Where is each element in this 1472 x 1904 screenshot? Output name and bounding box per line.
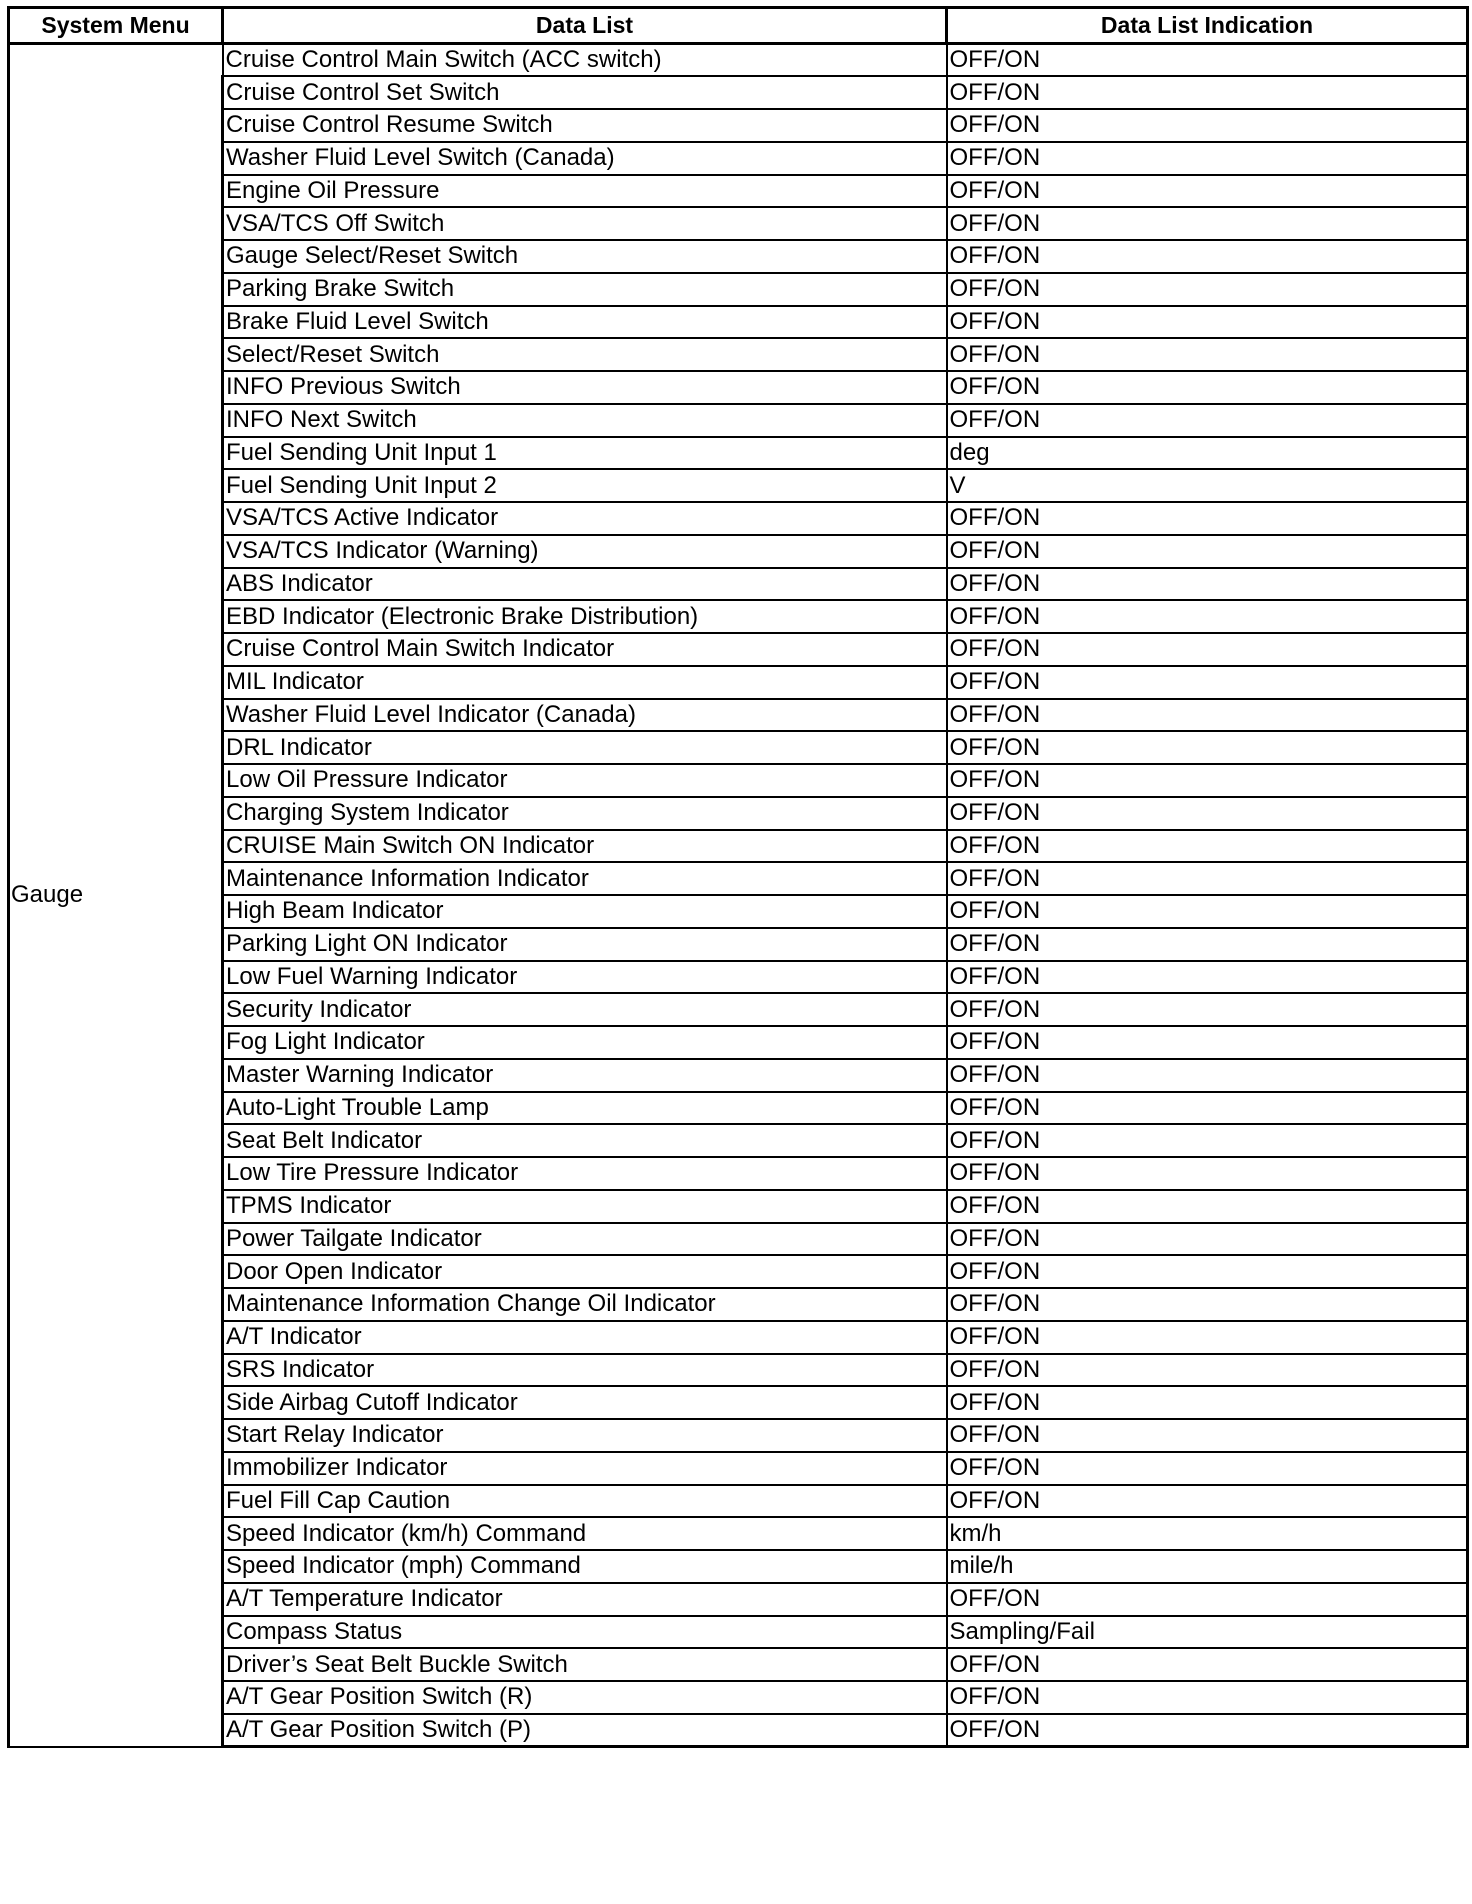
data-list-indication: OFF/ON bbox=[947, 1223, 1468, 1256]
table-row bbox=[9, 1026, 1468, 1059]
table-row bbox=[9, 338, 1468, 371]
data-list-indication: OFF/ON bbox=[947, 862, 1468, 895]
data-list-item: Washer Fluid Level Indicator (Canada) bbox=[223, 699, 947, 732]
table-row bbox=[9, 568, 1468, 601]
data-list-indication: OFF/ON bbox=[947, 404, 1468, 437]
table-row bbox=[9, 1124, 1468, 1157]
table-row bbox=[9, 600, 1468, 633]
data-list-indication: OFF/ON bbox=[947, 1583, 1468, 1616]
table-row bbox=[9, 1452, 1468, 1485]
data-list-indication: mile/h bbox=[947, 1550, 1468, 1583]
data-list-item: A/T Indicator bbox=[223, 1321, 947, 1354]
data-list-indication: OFF/ON bbox=[947, 142, 1468, 175]
table-row bbox=[9, 862, 1468, 895]
data-list-item: A/T Gear Position Switch (P) bbox=[223, 1714, 947, 1747]
data-list-item: Speed Indicator (mph) Command bbox=[223, 1550, 947, 1583]
table-row bbox=[9, 797, 1468, 830]
table-row bbox=[9, 1255, 1468, 1288]
data-list-indication: km/h bbox=[947, 1517, 1468, 1550]
table-row bbox=[9, 175, 1468, 208]
data-list-item: Seat Belt Indicator bbox=[223, 1124, 947, 1157]
data-list-indication: OFF/ON bbox=[947, 895, 1468, 928]
table-row bbox=[9, 666, 1468, 699]
data-list-item: Door Open Indicator bbox=[223, 1255, 947, 1288]
header-system-menu: System Menu bbox=[9, 8, 223, 44]
table-row bbox=[9, 1059, 1468, 1092]
data-list-indication: OFF/ON bbox=[947, 306, 1468, 339]
data-list-indication: OFF/ON bbox=[947, 731, 1468, 764]
table-row bbox=[9, 44, 1468, 77]
header-data-list: Data List bbox=[223, 8, 947, 44]
table-row bbox=[9, 633, 1468, 666]
data-list-indication: OFF/ON bbox=[947, 535, 1468, 568]
data-list-indication: OFF/ON bbox=[947, 1026, 1468, 1059]
data-list-item: Driver’s Seat Belt Buckle Switch bbox=[223, 1648, 947, 1681]
data-list-item: MIL Indicator bbox=[223, 666, 947, 699]
data-list-item: Cruise Control Resume Switch bbox=[223, 109, 947, 142]
data-list-indication: OFF/ON bbox=[947, 1648, 1468, 1681]
table-row bbox=[9, 1616, 1468, 1649]
data-list-item: Maintenance Information Indicator bbox=[223, 862, 947, 895]
data-list-indication: OFF/ON bbox=[947, 240, 1468, 273]
data-list-indication: OFF/ON bbox=[947, 1714, 1468, 1747]
data-list-item: Auto-Light Trouble Lamp bbox=[223, 1092, 947, 1125]
data-list-item: Immobilizer Indicator bbox=[223, 1452, 947, 1485]
data-list-indication: OFF/ON bbox=[947, 1354, 1468, 1387]
data-list-item: INFO Previous Switch bbox=[223, 371, 947, 404]
table-row bbox=[9, 1386, 1468, 1419]
table-row bbox=[9, 1550, 1468, 1583]
data-list-indication: OFF/ON bbox=[947, 76, 1468, 109]
data-list-item: Master Warning Indicator bbox=[223, 1059, 947, 1092]
table-row bbox=[9, 273, 1468, 306]
table-row bbox=[9, 1354, 1468, 1387]
data-list-indication: OFF/ON bbox=[947, 699, 1468, 732]
data-list-indication: OFF/ON bbox=[947, 797, 1468, 830]
data-list-table bbox=[7, 6, 1469, 1748]
data-list-item: INFO Next Switch bbox=[223, 404, 947, 437]
data-list-indication: OFF/ON bbox=[947, 830, 1468, 863]
data-list-item: Select/Reset Switch bbox=[223, 338, 947, 371]
data-list-indication: OFF/ON bbox=[947, 1321, 1468, 1354]
data-list-item: Side Airbag Cutoff Indicator bbox=[223, 1386, 947, 1419]
data-list-indication: OFF/ON bbox=[947, 1124, 1468, 1157]
data-list-item: Cruise Control Main Switch Indicator bbox=[223, 633, 947, 666]
data-list-item: Start Relay Indicator bbox=[223, 1419, 947, 1452]
data-list-indication: OFF/ON bbox=[947, 764, 1468, 797]
data-list-item: Security Indicator bbox=[223, 993, 947, 1026]
data-list-indication: OFF/ON bbox=[947, 1288, 1468, 1321]
data-list-item: Power Tailgate Indicator bbox=[223, 1223, 947, 1256]
data-list-item: VSA/TCS Indicator (Warning) bbox=[223, 535, 947, 568]
table-row bbox=[9, 371, 1468, 404]
table-row bbox=[9, 928, 1468, 961]
data-list-indication: OFF/ON bbox=[947, 175, 1468, 208]
data-list-indication: Sampling/Fail bbox=[947, 1616, 1468, 1649]
data-list-item: VSA/TCS Off Switch bbox=[223, 207, 947, 240]
system-menu-cell: Gauge bbox=[9, 44, 223, 1747]
data-list-item: Low Fuel Warning Indicator bbox=[223, 961, 947, 994]
data-list-indication: OFF/ON bbox=[947, 1681, 1468, 1714]
data-list-item: DRL Indicator bbox=[223, 731, 947, 764]
data-list-indication: OFF/ON bbox=[947, 44, 1468, 77]
data-list-item: Cruise Control Main Switch (ACC switch) bbox=[223, 44, 947, 77]
table-row bbox=[9, 437, 1468, 470]
data-list-indication: OFF/ON bbox=[947, 502, 1468, 535]
table-row bbox=[9, 699, 1468, 732]
data-list-item: SRS Indicator bbox=[223, 1354, 947, 1387]
data-list-item: CRUISE Main Switch ON Indicator bbox=[223, 830, 947, 863]
data-list-item: Gauge Select/Reset Switch bbox=[223, 240, 947, 273]
table-row bbox=[9, 895, 1468, 928]
header-row bbox=[9, 8, 1468, 44]
data-list-item: Cruise Control Set Switch bbox=[223, 76, 947, 109]
data-list-indication: OFF/ON bbox=[947, 1157, 1468, 1190]
table-row bbox=[9, 1288, 1468, 1321]
data-list-item: EBD Indicator (Electronic Brake Distribution) bbox=[223, 600, 947, 633]
table-row bbox=[9, 1517, 1468, 1550]
table-row bbox=[9, 1583, 1468, 1616]
data-list-indication: OFF/ON bbox=[947, 928, 1468, 961]
table-row bbox=[9, 502, 1468, 535]
table-row bbox=[9, 764, 1468, 797]
data-list-indication: OFF/ON bbox=[947, 1452, 1468, 1485]
table-row bbox=[9, 207, 1468, 240]
data-list-item: Speed Indicator (km/h) Command bbox=[223, 1517, 947, 1550]
data-list-item: Fuel Sending Unit Input 2 bbox=[223, 469, 947, 502]
table-row bbox=[9, 535, 1468, 568]
data-list-item: Brake Fluid Level Switch bbox=[223, 306, 947, 339]
data-list-indication: OFF/ON bbox=[947, 1485, 1468, 1518]
data-list-indication: OFF/ON bbox=[947, 1190, 1468, 1223]
data-list-item: Charging System Indicator bbox=[223, 797, 947, 830]
table-row bbox=[9, 1648, 1468, 1681]
table-header bbox=[9, 8, 1468, 44]
data-list-item: Fuel Fill Cap Caution bbox=[223, 1485, 947, 1518]
data-list-item: High Beam Indicator bbox=[223, 895, 947, 928]
table-row bbox=[9, 1157, 1468, 1190]
data-list-indication: OFF/ON bbox=[947, 371, 1468, 404]
table-row bbox=[9, 1714, 1468, 1747]
data-list-item: A/T Gear Position Switch (R) bbox=[223, 1681, 947, 1714]
header-data-list-indication: Data List Indication bbox=[947, 8, 1468, 44]
table-row bbox=[9, 1092, 1468, 1125]
data-list-item: Fog Light Indicator bbox=[223, 1026, 947, 1059]
table-row bbox=[9, 1485, 1468, 1518]
data-list-indication: OFF/ON bbox=[947, 1059, 1468, 1092]
table-row bbox=[9, 76, 1468, 109]
data-list-item: TPMS Indicator bbox=[223, 1190, 947, 1223]
data-list-indication: OFF/ON bbox=[947, 961, 1468, 994]
table-body bbox=[9, 44, 1468, 1747]
data-list-item: Fuel Sending Unit Input 1 bbox=[223, 437, 947, 470]
table-row bbox=[9, 1419, 1468, 1452]
data-list-item: Low Tire Pressure Indicator bbox=[223, 1157, 947, 1190]
data-list-item: A/T Temperature Indicator bbox=[223, 1583, 947, 1616]
data-list-indication: OFF/ON bbox=[947, 666, 1468, 699]
data-list-item: Compass Status bbox=[223, 1616, 947, 1649]
table-row bbox=[9, 469, 1468, 502]
data-list-indication: OFF/ON bbox=[947, 109, 1468, 142]
data-list-indication: OFF/ON bbox=[947, 600, 1468, 633]
table-row bbox=[9, 993, 1468, 1026]
table-row bbox=[9, 1681, 1468, 1714]
data-list-indication: OFF/ON bbox=[947, 207, 1468, 240]
table-row bbox=[9, 1190, 1468, 1223]
data-list-item: ABS Indicator bbox=[223, 568, 947, 601]
data-list-item: VSA/TCS Active Indicator bbox=[223, 502, 947, 535]
data-list-item: Maintenance Information Change Oil Indicator bbox=[223, 1288, 947, 1321]
table-row bbox=[9, 240, 1468, 273]
table-row bbox=[9, 306, 1468, 339]
data-list-indication: OFF/ON bbox=[947, 568, 1468, 601]
data-list-indication: OFF/ON bbox=[947, 1092, 1468, 1125]
data-list-item: Engine Oil Pressure bbox=[223, 175, 947, 208]
table-row bbox=[9, 1321, 1468, 1354]
data-list-indication: OFF/ON bbox=[947, 1419, 1468, 1452]
data-list-indication: OFF/ON bbox=[947, 273, 1468, 306]
data-list-indication: OFF/ON bbox=[947, 633, 1468, 666]
table-row bbox=[9, 1223, 1468, 1256]
table-row bbox=[9, 142, 1468, 175]
table-row bbox=[9, 830, 1468, 863]
data-list-indication: V bbox=[947, 469, 1468, 502]
data-list-item: Washer Fluid Level Switch (Canada) bbox=[223, 142, 947, 175]
table-row bbox=[9, 404, 1468, 437]
table-row bbox=[9, 961, 1468, 994]
data-list-item: Parking Brake Switch bbox=[223, 273, 947, 306]
data-list-indication: OFF/ON bbox=[947, 338, 1468, 371]
data-list-indication: OFF/ON bbox=[947, 1255, 1468, 1288]
data-list-item: Parking Light ON Indicator bbox=[223, 928, 947, 961]
data-list-item: Low Oil Pressure Indicator bbox=[223, 764, 947, 797]
table-row bbox=[9, 731, 1468, 764]
data-list-indication: OFF/ON bbox=[947, 1386, 1468, 1419]
data-list-indication: OFF/ON bbox=[947, 993, 1468, 1026]
table-row bbox=[9, 109, 1468, 142]
data-list-indication: deg bbox=[947, 437, 1468, 470]
